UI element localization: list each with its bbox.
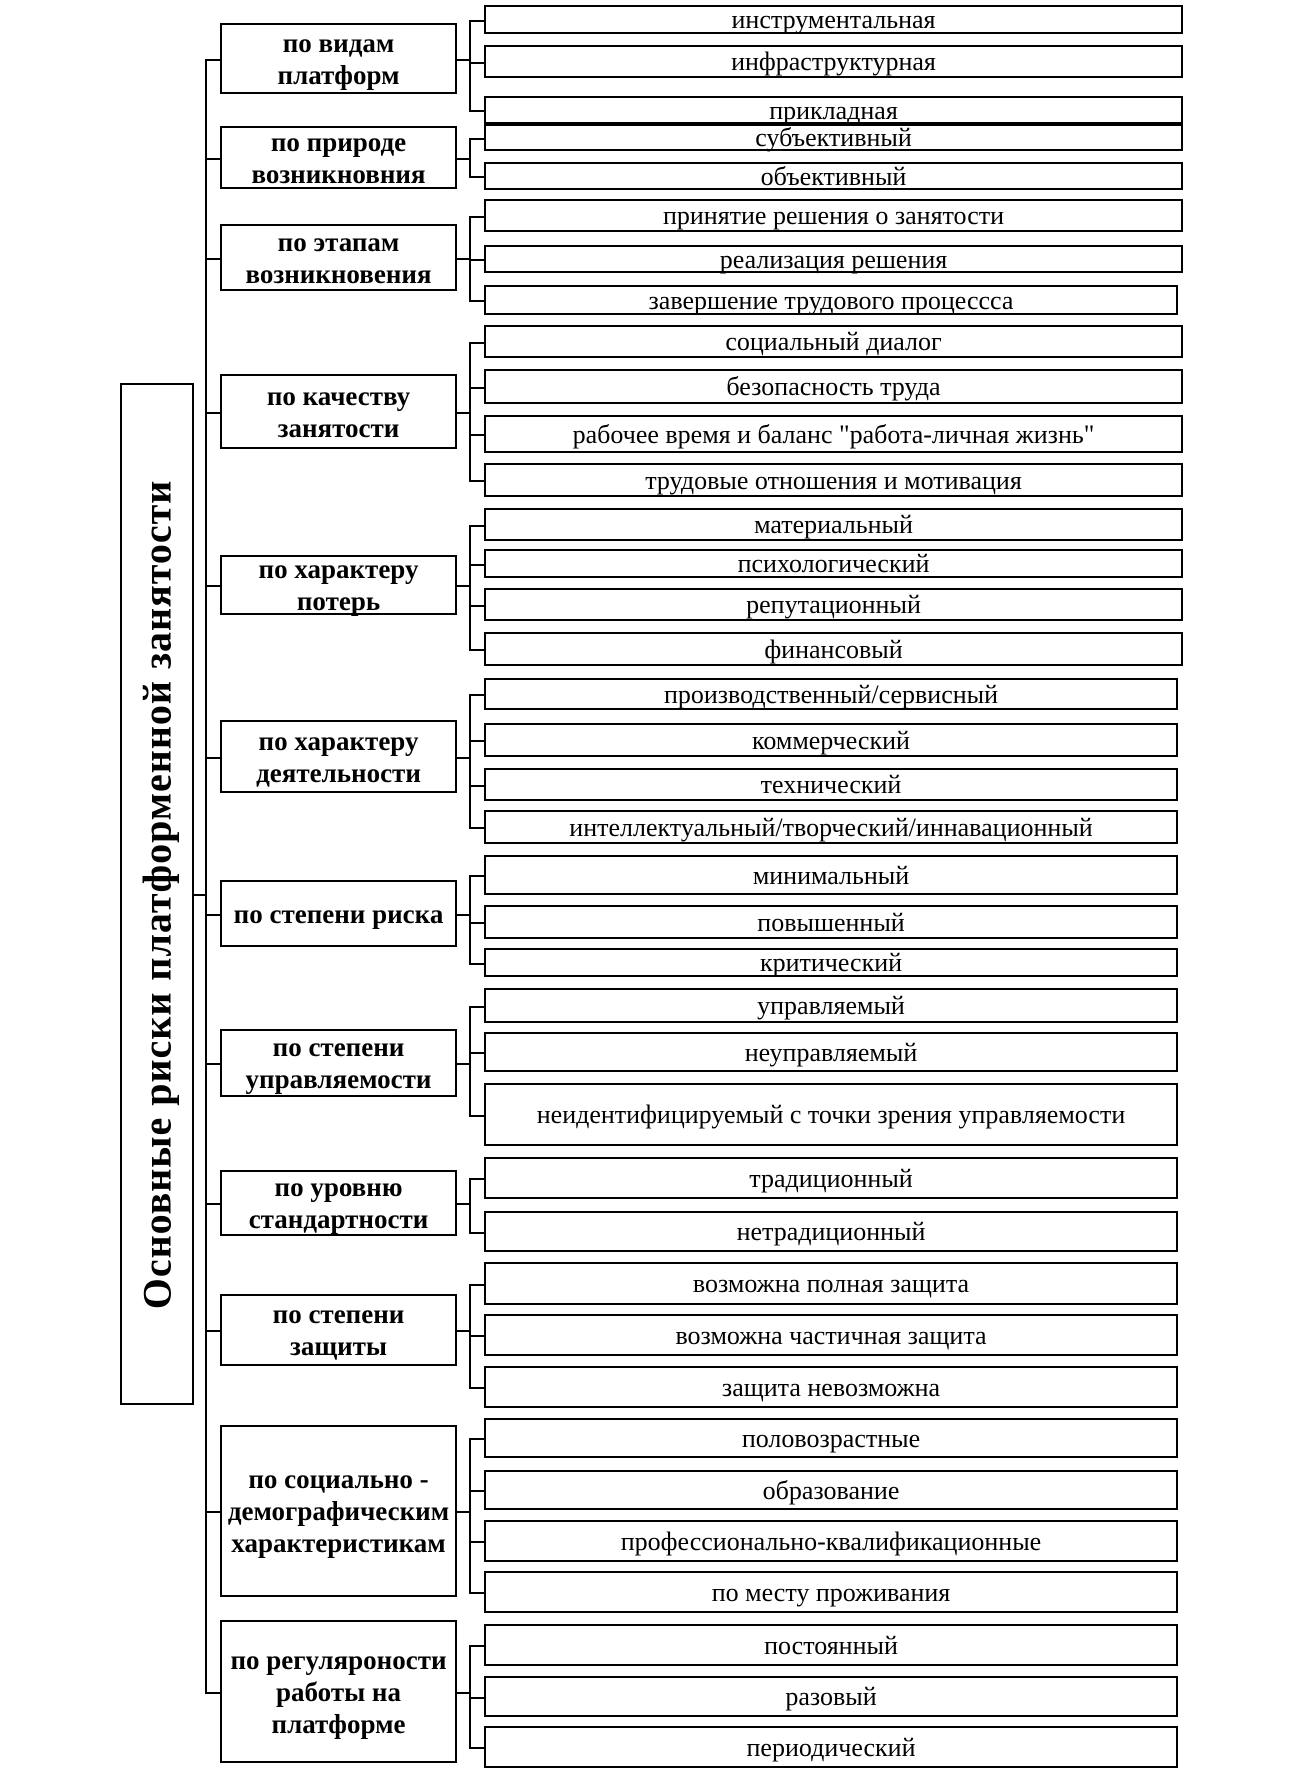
item-connector: [469, 434, 484, 436]
branch-spine-line: [469, 20, 471, 112]
risk-item-box: [484, 855, 1178, 895]
category-connector: [205, 1063, 220, 1065]
risk-item-label: репутационный: [746, 590, 921, 619]
risk-item-box: [484, 508, 1183, 541]
risk-item-label: неуправляемый: [744, 1037, 918, 1067]
item-connector: [469, 1052, 484, 1054]
category-box: [220, 224, 457, 291]
category-label: по характеру деятельности: [256, 725, 421, 788]
risk-item-label: безопасность труда: [726, 372, 941, 401]
category-box: [220, 555, 457, 615]
item-connector: [469, 1178, 484, 1180]
main-spine-line: [205, 59, 207, 1694]
risk-item-label: неидентифицируемый с точки зрения управляемости: [536, 1100, 1126, 1129]
risk-item-label: профессионально-квалификационные: [620, 1526, 1042, 1556]
item-connector: [469, 176, 484, 178]
category-label: по степени риска: [233, 898, 444, 929]
risk-item-box: [484, 1314, 1178, 1356]
risk-item-box: [484, 285, 1178, 315]
category-connector: [205, 914, 220, 916]
category-branch-connector: [457, 258, 469, 260]
branch-spine-line: [469, 342, 471, 482]
category-box: [220, 1425, 457, 1597]
risk-item-box: [484, 199, 1183, 232]
item-connector: [469, 785, 484, 787]
risk-item-box: [484, 245, 1183, 273]
branch-spine-line: [469, 694, 471, 829]
risk-item-label: критический: [759, 948, 903, 977]
category-branch-connector: [457, 158, 469, 160]
category-label: по качеству занятости: [266, 380, 411, 443]
risk-item-label: реализация решения: [719, 244, 948, 274]
item-connector: [469, 1697, 484, 1699]
risk-item-label: принятие решения о занятости: [662, 201, 1005, 230]
risk-item-box: [484, 463, 1183, 497]
category-branch-connector: [457, 1692, 469, 1694]
item-connector: [469, 1438, 484, 1440]
risk-item-label: объективный: [760, 161, 907, 191]
item-connector: [469, 216, 484, 218]
item-connector: [469, 1006, 484, 1008]
risk-item-label: интеллектуальный/творческий/иннавационный: [569, 812, 1093, 842]
category-branch-connector: [457, 1330, 469, 1332]
risk-item-box: [484, 678, 1178, 710]
risk-item-box: [484, 96, 1183, 124]
risk-item-box: [484, 1211, 1178, 1252]
category-connector: [205, 412, 220, 414]
category-connector: [205, 1330, 220, 1332]
category-label: по социально - демографическим характеристикам: [227, 1464, 450, 1558]
category-branch-connector: [457, 412, 469, 414]
risk-item-box: [484, 162, 1183, 190]
item-connector: [469, 20, 484, 22]
risk-item-box: [484, 1366, 1178, 1408]
risk-item-label: психологический: [737, 549, 930, 578]
category-connector: [205, 1692, 220, 1694]
item-connector: [469, 1592, 484, 1594]
item-connector: [469, 525, 484, 527]
item-connector: [469, 480, 484, 482]
category-branch-connector: [457, 1511, 469, 1513]
risk-item-box: [484, 1520, 1178, 1562]
risk-item-box: [484, 1032, 1178, 1072]
risk-item-box: [484, 632, 1183, 666]
risk-item-box: [484, 45, 1183, 78]
risk-item-box: [484, 988, 1178, 1023]
item-connector: [469, 1284, 484, 1286]
risk-item-label: субъективный: [755, 123, 912, 152]
item-connector: [469, 138, 484, 140]
item-connector: [469, 1541, 484, 1543]
risk-item-box: [484, 1418, 1178, 1458]
category-label: по уровню стандартности: [248, 1172, 429, 1234]
risk-item-label: социальный диалог: [725, 327, 942, 356]
risk-item-label: финансовый: [764, 634, 903, 664]
risk-item-label: защита невозможна: [721, 1372, 941, 1402]
category-connector: [205, 158, 220, 160]
risk-item-label: постоянный: [764, 1630, 898, 1660]
item-connector: [469, 875, 484, 877]
item-connector: [469, 694, 484, 696]
item-connector: [469, 110, 484, 112]
risk-item-box: [484, 948, 1178, 977]
category-label: по видам платформ: [277, 27, 400, 90]
category-box: [220, 1170, 457, 1236]
category-box: [220, 23, 457, 94]
risk-item-label: возможна частичная защита: [675, 1320, 987, 1350]
item-connector: [469, 300, 484, 302]
item-connector: [469, 1115, 484, 1117]
category-label: по характеру потерь: [258, 554, 419, 616]
category-box: [220, 1620, 457, 1763]
category-box: [220, 720, 457, 793]
branch-spine-line: [469, 525, 471, 651]
category-connector: [205, 1203, 220, 1205]
category-branch-connector: [457, 757, 469, 759]
category-label: по степени защиты: [272, 1299, 405, 1361]
root-title: Основные риски платформенной занятости: [134, 479, 180, 1309]
risk-item-box: [484, 5, 1183, 34]
item-connector: [469, 1232, 484, 1234]
category-branch-connector: [457, 1063, 469, 1065]
risk-item-label: материальный: [754, 510, 913, 539]
risk-item-label: инфраструктурная: [731, 47, 936, 76]
item-connector: [469, 1645, 484, 1647]
item-connector: [469, 1387, 484, 1389]
category-box: [220, 1294, 457, 1366]
risk-item-box: [484, 1262, 1178, 1305]
item-connector: [469, 259, 484, 261]
branch-spine-line: [469, 1006, 471, 1117]
category-branch-connector: [457, 59, 469, 61]
category-box: [220, 374, 457, 449]
risk-item-box: [484, 415, 1183, 453]
category-branch-connector: [457, 585, 469, 587]
category-label: по природе возникновния: [251, 126, 426, 189]
item-connector: [469, 62, 484, 64]
risk-item-label: по месту проживания: [711, 1577, 951, 1607]
root-title-box: [120, 383, 194, 1405]
category-connector: [205, 1511, 220, 1513]
risk-item-label: завершение трудового процессса: [648, 285, 1014, 315]
category-label: по регуляроности работы на платформе: [230, 1644, 447, 1739]
category-label: по этапам возникновения: [245, 226, 432, 289]
category-branch-connector: [457, 914, 469, 916]
category-label: по степени управляемости: [245, 1032, 432, 1094]
item-connector: [469, 564, 484, 566]
risk-item-box: [484, 1157, 1178, 1199]
category-box: [220, 880, 457, 947]
risk-item-label: коммерческий: [752, 725, 910, 755]
item-connector: [469, 827, 484, 829]
category-box: [220, 1029, 457, 1097]
risk-item-label: периодический: [746, 1732, 916, 1762]
category-connector: [205, 258, 220, 260]
item-connector: [469, 1335, 484, 1337]
risk-item-box: [484, 1676, 1178, 1717]
category-connector: [205, 59, 220, 61]
category-box: [220, 126, 457, 189]
risk-item-label: управляемый: [757, 991, 905, 1020]
category-connector: [205, 585, 220, 587]
branch-spine-line: [469, 1178, 471, 1234]
risk-item-label: нетрадиционный: [736, 1217, 926, 1246]
risk-item-label: разовый: [785, 1682, 877, 1711]
risk-item-label: половозрастные: [741, 1423, 921, 1453]
risk-item-label: прикладная: [769, 95, 898, 125]
risk-item-label: минимальный: [752, 860, 910, 890]
risk-item-box: [484, 905, 1178, 939]
risk-item-label: производственный/сервисный: [663, 679, 999, 709]
risk-item-label: возможна полная защита: [692, 1269, 970, 1298]
risk-item-box: [484, 1470, 1178, 1510]
risk-item-label: трудовые отношения и мотивация: [645, 465, 1022, 495]
risk-item-box: [484, 325, 1183, 358]
item-connector: [469, 1490, 484, 1492]
branch-spine-line: [469, 1438, 471, 1594]
branch-spine-line: [469, 138, 471, 178]
risk-item-label: рабочее время и баланс "работа-личная жизнь": [572, 419, 1095, 449]
item-connector: [469, 605, 484, 607]
category-connector: [205, 757, 220, 759]
branch-spine-line: [469, 875, 471, 965]
item-connector: [469, 963, 484, 965]
risk-item-label: традиционный: [749, 1163, 913, 1193]
risk-item-box: [484, 1571, 1178, 1613]
category-branch-connector: [457, 1203, 469, 1205]
risk-item-label: инструментальная: [731, 5, 936, 34]
risk-item-box: [484, 124, 1183, 151]
item-connector: [469, 649, 484, 651]
item-connector: [469, 922, 484, 924]
risk-item-box: [484, 1624, 1178, 1666]
risk-item-label: повышенный: [757, 907, 905, 937]
item-connector: [469, 1747, 484, 1749]
risk-item-box: [484, 1083, 1178, 1146]
risk-item-box: [484, 549, 1183, 578]
risk-item-box: [484, 1726, 1178, 1768]
item-connector: [469, 342, 484, 344]
item-connector: [469, 387, 484, 389]
risk-item-box: [484, 768, 1178, 801]
risk-item-label: технический: [760, 770, 902, 799]
risk-item-box: [484, 369, 1183, 404]
risk-item-label: образование: [762, 1475, 900, 1505]
risk-item-box: [484, 588, 1183, 621]
item-connector: [469, 740, 484, 742]
risk-item-box: [484, 810, 1178, 844]
risk-item-box: [484, 723, 1178, 757]
